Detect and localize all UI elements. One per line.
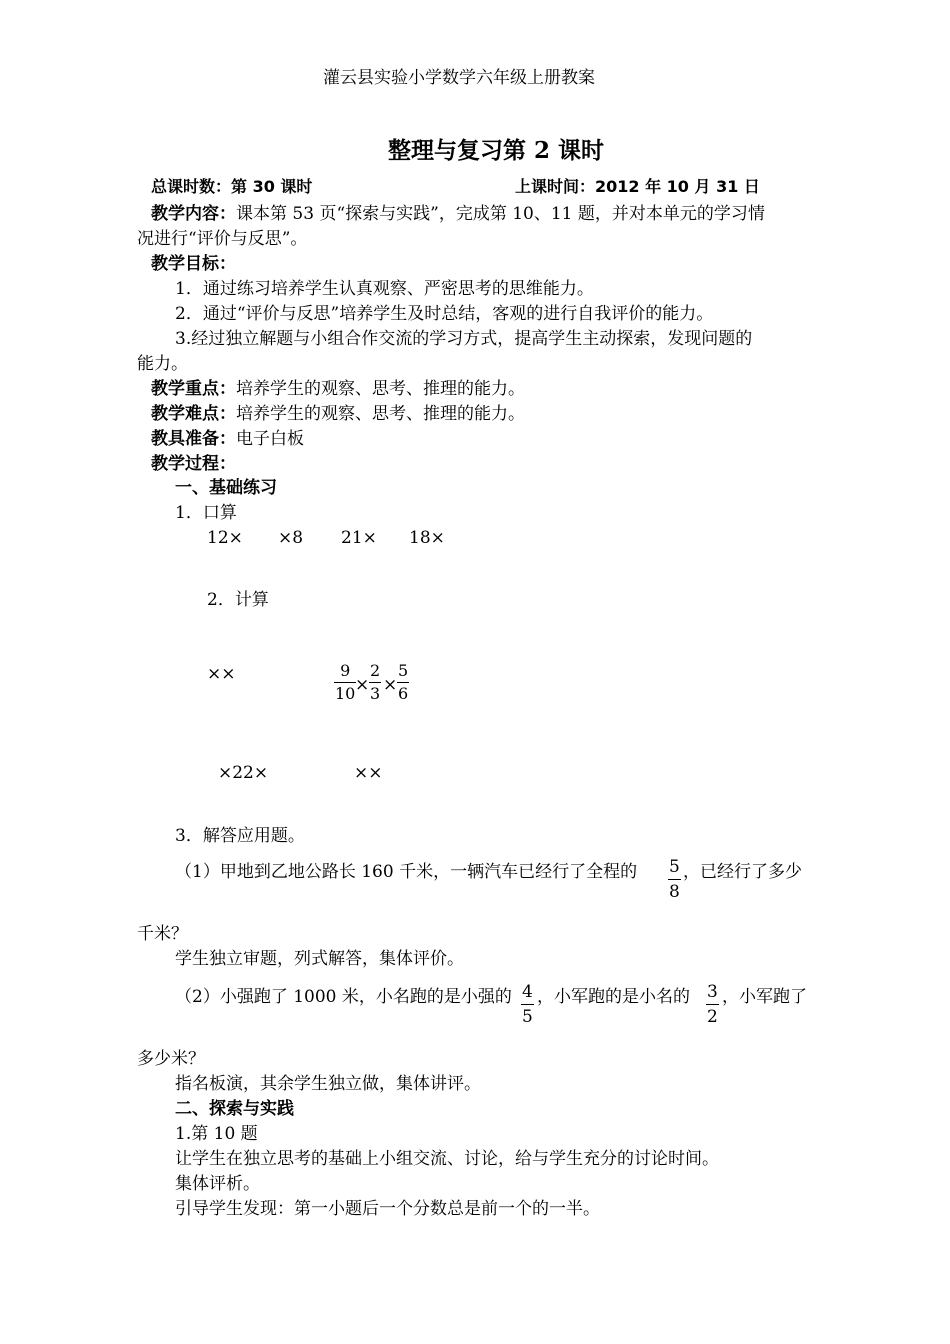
- question2-text: （2）小强跑了 1000 米，小名跑的是小强的: [175, 987, 512, 1007]
- key-point: [151, 379, 525, 399]
- section2-heading: 二、探索与实践: [175, 1099, 294, 1119]
- fraction-denominator: 8: [669, 882, 680, 902]
- fraction-numerator: 3: [707, 982, 718, 1002]
- key-point-label: 教学重点：: [151, 379, 236, 399]
- fraction-bar: [334, 682, 356, 683]
- tools-label: 教具准备：: [151, 429, 236, 449]
- fraction-5-8: [668, 857, 681, 902]
- fraction-bar: [706, 1004, 719, 1005]
- goal-item-3: 3.经过独立解题与小组合作交流的学习方式，提高学生主动探索，发现问题的: [175, 329, 753, 349]
- section2-line-1: 让学生在独立思考的基础上小组交流、讨论，给与学生充分的讨论时间。: [175, 1149, 719, 1169]
- oral-item-4: 18×: [409, 528, 445, 548]
- lesson-date: 上课时间：2012 年 10 月 31 日: [515, 177, 760, 196]
- fraction-numerator: 4: [522, 982, 533, 1002]
- fraction-2-3: [369, 662, 381, 703]
- fraction-denominator: 3: [370, 684, 381, 703]
- calc-row2-a: ×22×: [218, 763, 269, 783]
- content-line1: [151, 204, 765, 224]
- question1-cont: 千米？: [137, 924, 188, 944]
- section2-item-label: 1.第 10 题: [175, 1124, 258, 1144]
- goal-item-3-cont: 能力。: [137, 354, 188, 374]
- fraction-5-6: [397, 662, 409, 703]
- content-text: 课本第 53 页“探索与实践”，完成第 10、11 题，并对本单元的学习情: [236, 204, 765, 224]
- application-label: 3．解答应用题。: [175, 826, 305, 846]
- question2-mid: ，小军跑的是小名的: [537, 987, 690, 1007]
- section2-line-2: 集体评析。: [175, 1174, 260, 1194]
- question2-cont: 多少米？: [137, 1049, 205, 1069]
- fraction-denominator: 5: [522, 1007, 533, 1027]
- fraction-numerator: 5: [669, 857, 680, 877]
- multiply-sign: ×: [355, 675, 370, 695]
- question2-note: 指名板演，其余学生独立做，集体讲评。: [175, 1074, 481, 1094]
- oral-calc-label: 1．口算: [175, 503, 237, 523]
- tools: [151, 429, 304, 449]
- fraction-numerator: 2: [370, 661, 381, 680]
- difficulty-label: 教学难点：: [151, 404, 236, 424]
- calc-label: 2．计算: [207, 590, 269, 610]
- fraction-9-10: [334, 662, 356, 703]
- total-lessons: 总课时数：第 30 课时: [151, 177, 313, 196]
- fraction-3-2: [706, 982, 719, 1027]
- difficulty: [151, 404, 525, 424]
- section2-line-3: 引导学生发现：第一小题后一个分数总是前一个的一半。: [175, 1199, 600, 1219]
- fraction-bar: [397, 682, 409, 683]
- process-label: 教学过程：: [151, 454, 236, 474]
- question1-tail: ，已经行了多少: [683, 862, 802, 882]
- key-point-text: 培养学生的观察、思考、推理的能力。: [236, 379, 525, 399]
- page-header: 灌云县实验小学数学六年级上册教案: [323, 68, 595, 88]
- question1-text: （1）甲地到乙地公路长 160 千米，一辆汽车已经行了全程的: [175, 862, 638, 882]
- fraction-bar: [668, 879, 681, 880]
- goal-item-1: 1．通过练习培养学生认真观察、严密思考的思维能力。: [175, 279, 594, 299]
- fraction-denominator: 10: [335, 684, 356, 703]
- question1-note: 学生独立审题，列式解答，集体评价。: [175, 949, 464, 969]
- fraction-bar: [521, 1004, 534, 1005]
- multiply-sign: ×: [383, 675, 398, 695]
- fraction-numerator: 5: [398, 661, 409, 680]
- content-line2: 况进行“评价与反思”。: [137, 229, 308, 249]
- oral-item-1: 12×: [207, 528, 243, 548]
- section1-heading: 一、基础练习: [175, 478, 277, 498]
- oral-item-2: ×8: [278, 528, 304, 548]
- difficulty-text: 培养学生的观察、思考、推理的能力。: [236, 404, 525, 424]
- goals-label: 教学目标：: [151, 254, 236, 274]
- fraction-denominator: 6: [398, 684, 409, 703]
- question2-tail: ，小军跑了: [722, 987, 807, 1007]
- fraction-numerator: 9: [340, 661, 351, 680]
- oral-item-3: 21×: [341, 528, 377, 548]
- page-title: 整理与复习第 2 课时: [388, 137, 605, 164]
- fraction-denominator: 2: [707, 1007, 718, 1027]
- fraction-4-5: [521, 982, 534, 1027]
- calc-row2-b: ××: [354, 763, 383, 783]
- calc-row1-a: ××: [207, 664, 236, 684]
- fraction-bar: [369, 682, 381, 683]
- goal-item-2: 2．通过“评价与反思”培养学生及时总结，客观的进行自我评价的能力。: [175, 304, 714, 324]
- tools-text: 电子白板: [236, 429, 304, 449]
- content-label: 教学内容：: [151, 204, 236, 224]
